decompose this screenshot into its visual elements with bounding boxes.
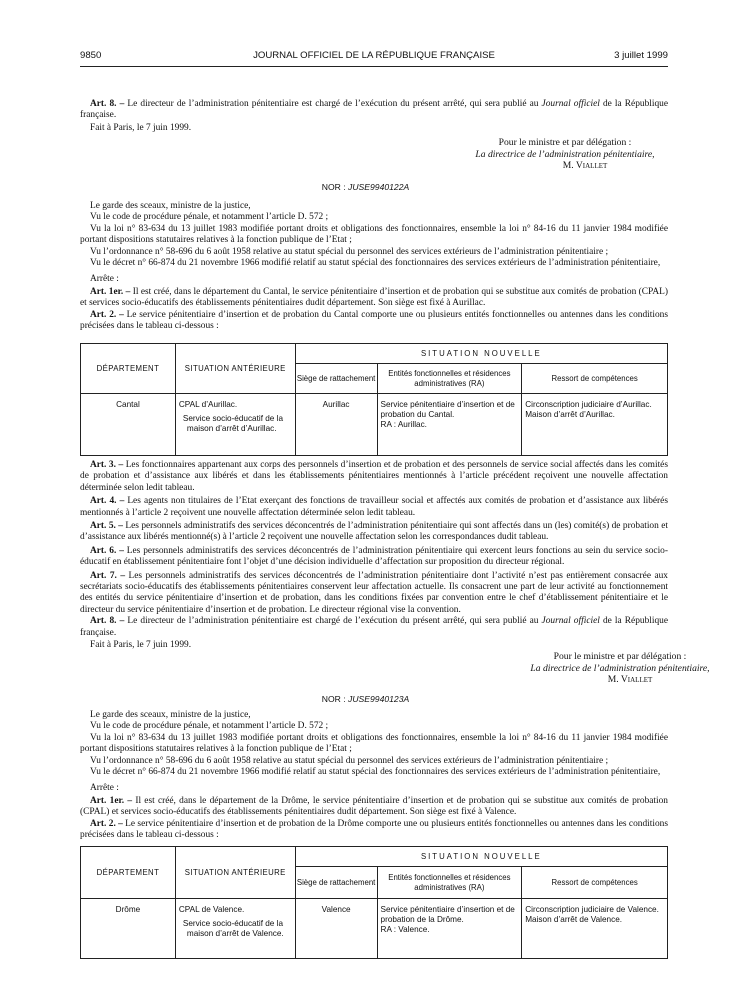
cell-ressort: Circonscription judiciaire de Valence. Maison d’arrêt de Valence. <box>522 899 668 959</box>
article-7: Art. 7. – Les personnels administratifs des services déconcentrés de l’administration pénitentiaire dont l’activité n’est pas entièrement consacrée aux secrétariats socio-éducatifs des établissements pénitentiaires conservent leur affectation actuelle. Ils consacrent une part de leur activité au fonctionnement des entités du service pénitentiaire d’insertion et de probation, dans les conditions fixées par convention entre le chef d’établissement pénitentiaire et le directeur du service pénitentiaire d’insertion et de probation. Le directeur régional vise la convention. <box>80 570 668 615</box>
section3-visas <box>80 710 668 841</box>
issue-date: 3 juillet 1999 <box>614 50 668 61</box>
col-departement: DÉPARTEMENT <box>81 344 176 394</box>
arrete-label: Arrête : <box>90 274 119 285</box>
cell-entites: Service pénitentiaire d’insertion et de probation du Cantal. RA : Aurillac. <box>377 394 522 456</box>
visa: Vu la loi n° 83-634 du 13 juillet 1983 modifiée portant droits et obligations des fonctionnaires, ensemble la loi n° 84-16 du 11 janvier 1984 modifiée portant dispositions statutaires relatives à la fonction publique de l’Etat ; <box>80 223 668 246</box>
visa: Vu l’ordonnance n° 58-696 du 6 août 1958 relative au statut spécial du personnel des services extérieurs de l’administration pénitentiaire ; <box>90 246 609 257</box>
cell-siege: Aurillac <box>295 394 377 456</box>
col-siege: Siège de rattachement <box>295 364 377 394</box>
article-2: Art. 2. – Le service pénitentiaire d’insertion et de probation du Cantal comporte une ou plusieurs entités fonctionnelles ou antennes dans les conditions précisées dans le tableau ci-dessous : <box>80 309 668 332</box>
article-5: Art. 5. – Les personnels administratifs des services déconcentrés de l’administration pénitentiaire qui sont affectés dans un (les) comité(s) de probation et d’assistance aux libérés mentionné(s) à l’article 2 reçoivent une nouvelle affectation selon les correspondances dudit tableau. <box>80 521 668 543</box>
section2-articles <box>80 460 668 652</box>
col-situation-nouvelle: SITUATION NOUVELLE <box>295 344 667 364</box>
visa: Le garde des sceaux, ministre de la justice, <box>90 201 251 211</box>
cell-situation-anterieure: CPAL d’Aurillac. Service socio-éducatif de la maison d’arrêt d’Aurillac. <box>175 394 295 456</box>
cell-departement: Drôme <box>81 899 176 959</box>
col-siege: Siège de rattachement <box>295 867 377 899</box>
signature-block-2: Pour le ministre et par délégation : La directrice de l’administration pénitentiaire, M. Viallet <box>530 651 710 686</box>
section2-visas <box>80 201 668 332</box>
col-entites: Entités fonctionnelles et résidences administratives (RA) <box>377 867 522 899</box>
visa: Vu le code de procédure pénale, et notamment l’article D. 572 ; <box>90 212 329 223</box>
article-1: Art. 1er. – Il est créé, dans le département de la Drôme, le service pénitentiaire d’insertion et de probation qui se substitue aux comités de probation (CPAL) et services socio-éducatifs des établissements pénitentiaires dudit département. Son siège est fixé à Valence. <box>80 795 668 818</box>
col-ressort: Ressort de compétences <box>522 364 668 394</box>
fait-a-paris: Fait à Paris, le 7 juin 1999. <box>90 122 192 133</box>
signature-block-1: Pour le ministre et par délégation : La directrice de l’administration pénitentiaire, M. Viallet <box>475 137 655 172</box>
visa: Vu le décret n° 66-874 du 21 novembre 1966 modifié relatif au statut spécial des fonctionnaires des services extérieurs de l’administration pénitentiaire, <box>90 767 661 778</box>
page-number: 9850 <box>80 50 102 61</box>
visa: Vu la loi n° 83-634 du 13 juillet 1983 modifiée portant droits et obligations des fonctionnaires, ensemble la loi n° 84-16 du 11 janvier 1984 modifiée portant dispositions statutaires relatives à la fonction publique de l’Etat ; <box>80 732 668 755</box>
article-8: Art. 8. – Le directeur de l’administration pénitentiaire est chargé de l’exécution du présent arrêté, qui sera publié au Journal officiel de la République française. <box>80 616 668 638</box>
cell-entites: Service pénitentiaire d’insertion et de probation de la Drôme. RA : Valence. <box>377 899 522 959</box>
col-departement: DÉPARTEMENT <box>81 847 176 899</box>
journal-title: JOURNAL OFFICIEL DE LA RÉPUBLIQUE FRANÇAISE <box>253 50 495 61</box>
page-header <box>80 50 668 64</box>
fait-a-paris: Fait à Paris, le 7 juin 1999. <box>90 640 192 651</box>
article-6: Art. 6. – Les personnels administratifs des services déconcentrés de l’administration pénitentiaire qui exercent leurs fonctions au sein du service socio-éducatif en établissement pénitentiaire font l’objet d’une décision individuelle d’affectation sur proposition du directeur régional. <box>80 545 668 568</box>
col-situation-anterieure: SITUATION ANTÉRIEURE <box>175 847 295 899</box>
visa: Le garde des sceaux, ministre de la justice, <box>90 710 251 720</box>
article-2: Art. 2. – Le service pénitentiaire d’insertion et de probation de la Drôme comporte une ou plusieurs entités fonctionnelles ou antennes dans les conditions précisées dans le tableau ci-dessous : <box>80 818 668 841</box>
col-entites: Entités fonctionnelles et résidences administratives (RA) <box>377 364 522 394</box>
cell-situation-anterieure: CPAL de Valence. Service socio-éducatif de la maison d’arrêt de Valence. <box>175 899 295 959</box>
cell-ressort: Circonscription judiciaire d’Aurillac. Maison d’arrêt d’Aurillac. <box>522 394 668 456</box>
visa: Vu le décret n° 66-874 du 21 novembre 1966 modifié relatif au statut spécial des fonctionnaires des services extérieurs de l’administration pénitentiaire, <box>90 258 661 269</box>
arrete-label: Arrête : <box>90 783 119 794</box>
affectation-table-1 <box>80 343 668 456</box>
article-1: Art. 1er. – Il est créé, dans le département du Cantal, le service pénitentiaire d’insertion et de probation qui se substitue aux comités de probation (CPAL) et services socio-éducatifs des établissements pénitentiaires dudit département. Son siège est fixé à Aurillac. <box>80 286 668 309</box>
section1-article8: Art. 8. – Le directeur de l’administration pénitentiaire est chargé de l’exécution du présent arrêté, qui sera publié au Journal officiel de la République française. Fait à Paris, le 7 juin 1999. <box>80 99 668 133</box>
article-4: Art. 4. – Les agents non titulaires de l’Etat exerçant des fonctions de travailleur social et affectés aux comités de probation et d’assistance aux libérés mentionnés à l’article 2 reçoivent une nouvelle affectation déterminée selon ledit tableau. <box>80 496 668 518</box>
article-3: Art. 3. – Les fonctionnaires appartenant aux corps des personnels d’insertion et de probation et des personnels de service social affectés dans les comités de probation et d’assistance aux libérés et dans les établissements pénitentiaires mentionnés à l’article précédent reçoivent une nouvelle affectation déterminée selon ledit tableau. <box>80 460 668 493</box>
nor-reference-1: NOR : JUSE9940122A <box>321 182 410 192</box>
header-rule <box>80 66 668 67</box>
cell-siege: Valence <box>295 899 377 959</box>
nor-reference-2: NOR : JUSE9940123A <box>321 694 410 704</box>
col-situation-nouvelle: SITUATION NOUVELLE <box>295 847 667 867</box>
cell-departement: Cantal <box>81 394 176 456</box>
col-ressort: Ressort de compétences <box>522 867 668 899</box>
col-situation-anterieure: SITUATION ANTÉRIEURE <box>175 344 295 394</box>
affectation-table-2 <box>80 846 668 959</box>
visa: Vu l’ordonnance n° 58-696 du 6 août 1958 relative au statut spécial du personnel des services extérieurs de l’administration pénitentiaire ; <box>90 755 609 766</box>
visa: Vu le code de procédure pénale, et notamment l’article D. 572 ; <box>90 721 329 732</box>
